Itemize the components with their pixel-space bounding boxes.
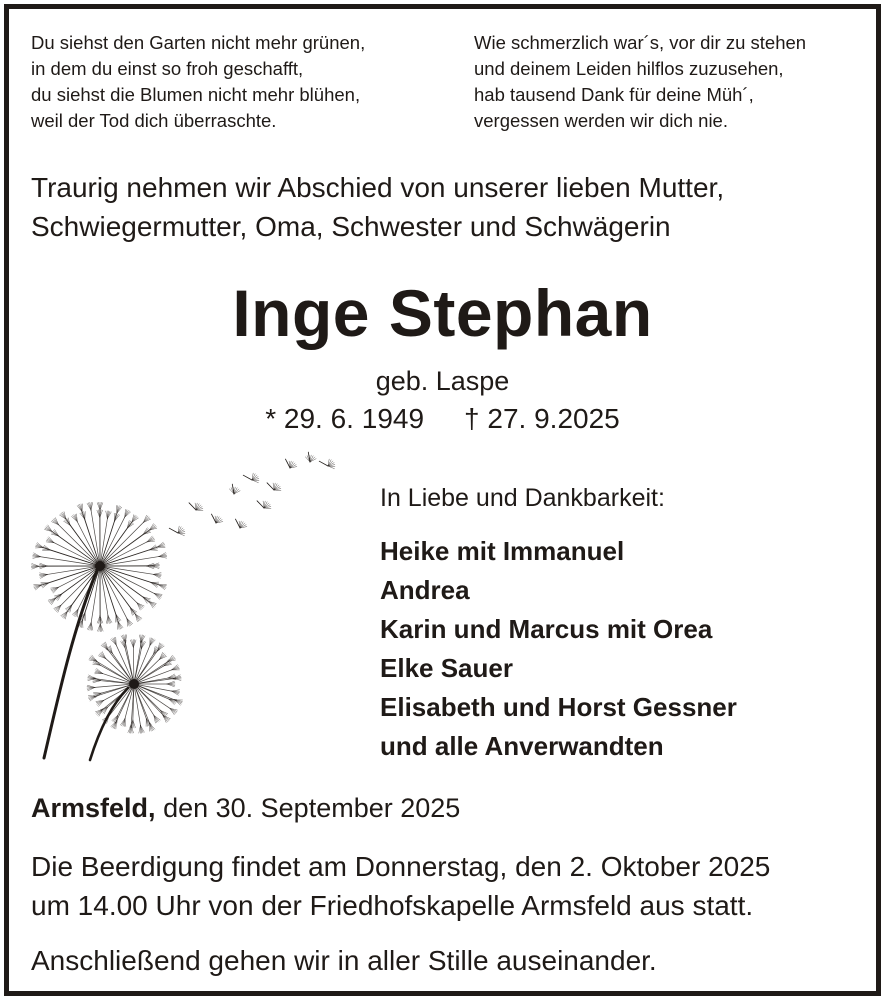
dandelion-illustration — [28, 448, 348, 768]
death-date: † 27. 9.2025 — [464, 403, 620, 434]
life-dates — [0, 401, 885, 437]
poem-right — [474, 30, 806, 134]
intro-text — [31, 168, 724, 246]
maiden-name: geb. Laspe — [375, 366, 510, 396]
intro-line: Schwiegermutter, Oma, Schwester und Schwägerin — [31, 211, 671, 242]
funeral-line: um 14.00 Uhr von der Friedhofskapelle Armsfeld aus statt. — [31, 890, 754, 921]
family-member: und alle Anverwandten — [380, 731, 664, 761]
family-member: Elke Sauer — [380, 653, 513, 683]
poem-line: weil der Tod dich überraschte. — [31, 110, 277, 131]
poem-line: Du siehst den Garten nicht mehr grünen, — [31, 32, 366, 53]
poem-line: vergessen werden wir dich nie. — [474, 110, 728, 131]
place-and-date — [31, 789, 460, 827]
poem-left — [31, 30, 365, 134]
place-name: Armsfeld, — [31, 793, 156, 823]
family-list — [380, 532, 737, 766]
poem-line: du siehst die Blumen nicht mehr blühen, — [31, 84, 361, 105]
poem-line: Wie schmerzlich war´s, vor dir zu stehen — [474, 32, 807, 53]
funeral-info — [31, 847, 770, 925]
poem-line: und deinem Leiden hilflos zuzusehen, — [474, 58, 784, 79]
intro-line: Traurig nehmen wir Abschied von unserer lieben Mutter, — [31, 172, 725, 203]
funeral-line: Die Beerdigung findet am Donnerstag, den 2. Oktober 2025 — [31, 851, 771, 882]
family-member: Karin und Marcus mit Orea — [380, 614, 713, 644]
family-member: Andrea — [380, 575, 470, 605]
notice-date: den 30. September 2025 — [163, 793, 461, 823]
deceased-name: Inge Stephan — [232, 276, 653, 350]
poem-line: in dem du einst so froh geschafft, — [31, 58, 304, 79]
poem-line: hab tausend Dank für deine Müh´, — [474, 84, 754, 105]
family-member: Heike mit Immanuel — [380, 536, 625, 566]
family-member: Elisabeth und Horst Gessner — [380, 692, 737, 722]
birth-date: * 29. 6. 1949 — [265, 403, 425, 434]
closing-line: Anschließend gehen wir in aller Stille auseinander. — [31, 945, 657, 976]
thanks-line: In Liebe und Dankbarkeit: — [380, 484, 665, 512]
